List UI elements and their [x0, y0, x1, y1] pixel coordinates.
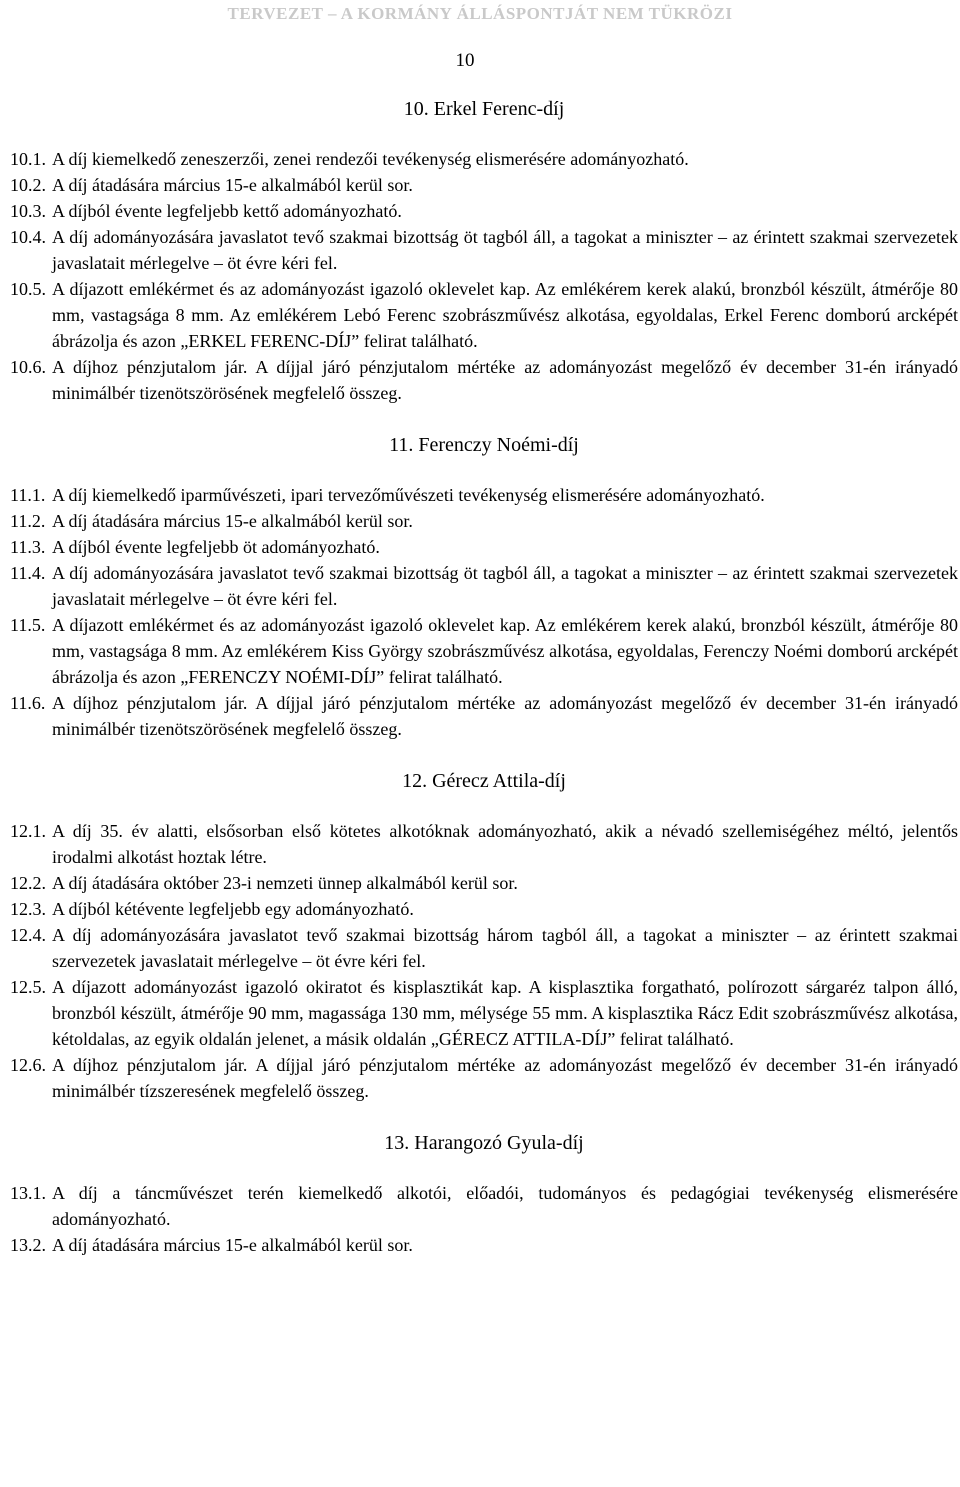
- list-item: [10, 922, 958, 974]
- item-text: A díjazott emlékérmet és az adományozást igazoló oklevelet kap. Az emlékérem kerek alakú, bronzból készült, átmérője 80 mm, vastagsága 8 mm. Az emlékérem Lebó Ferenc szobrászművész alkotása, egyoldalas, Erkel Ferenc domború arcképét ábrázolja és azon „ERKEL FERENC-DÍJ” felirat található.: [52, 279, 958, 351]
- item-number: 10.1.: [10, 149, 46, 169]
- item-text: A díjból kétévente legfeljebb egy adományozható.: [52, 899, 414, 919]
- page-number: 10: [455, 50, 475, 71]
- item-number: 11.4.: [10, 563, 46, 583]
- item-number: 10.5.: [10, 279, 46, 299]
- list-item: [10, 560, 958, 612]
- list-item: [10, 354, 958, 406]
- item-text: A díjhoz pénzjutalom jár. A díjjal járó pénzjutalom mértéke az adományozást megelőző év december 31-én irányadó minimálbér tizenötszörösének megfelelő összeg.: [52, 693, 958, 739]
- item-text: A díj adományozására javaslatot tevő szakmai bizottság öt tagból áll, a tagokat a miniszter – az érintett szakmai szervezetek javaslatait mérlegelve – öt évre kéri fel.: [52, 227, 958, 273]
- list-item: [10, 818, 958, 870]
- item-number: 10.6.: [10, 357, 46, 377]
- section-harangozo-gyula: [10, 1130, 958, 1258]
- document-body: [10, 96, 958, 1258]
- section-gerecz-attila: [10, 768, 958, 1104]
- item-number: 10.2.: [10, 175, 46, 195]
- item-number: 12.1.: [10, 821, 46, 841]
- list-item: [10, 276, 958, 354]
- item-text: A díjból évente legfeljebb kettő adományozható.: [52, 201, 402, 221]
- list-item: [10, 612, 958, 690]
- item-text: A díjhoz pénzjutalom jár. A díjjal járó pénzjutalom mértéke az adományozást megelőző év december 31-én irányadó minimálbér tizenötszörösének megfelelő összeg.: [52, 357, 958, 403]
- list-item: [10, 172, 958, 198]
- list-item: [10, 198, 958, 224]
- item-number: 12.3.: [10, 899, 46, 919]
- item-text: A díjazott emlékérmet és az adományozást igazoló oklevelet kap. Az emlékérem kerek alakú, bronzból készült, átmérője 80 mm, vastagsága 8 mm. Az emlékérem Kiss György szobrászművész alkotása, egyoldalas, Ferenczy Noémi domború arcképét ábrázolja és azon „FERENCZY NOÉMI-DÍJ” felirat található.: [52, 615, 958, 687]
- draft-watermark: TERVEZET – A KORMÁNY ÁLLÁSPONTJÁT NEM TÜKRÖZI: [227, 4, 733, 23]
- list-item: [10, 482, 958, 508]
- item-text: A díj kiemelkedő iparművészeti, ipari tervezőművészeti tevékenység elismerésére adományozható.: [52, 485, 765, 505]
- item-text: A díj 35. év alatti, elsősorban első kötetes alkotóknak adományozható, akik a névadó szellemiségéhez méltó, jelentős irodalmi alkotást hoztak létre.: [52, 821, 958, 867]
- list-item: [10, 224, 958, 276]
- item-number: 13.1.: [10, 1183, 46, 1203]
- list-item: [10, 534, 958, 560]
- item-text: A díj átadására október 23-i nemzeti ünnep alkalmából kerül sor.: [52, 873, 518, 893]
- item-number: 12.6.: [10, 1055, 46, 1075]
- item-text: A díj adományozására javaslatot tevő szakmai bizottság három tagból áll, a tagokat a miniszter – az érintett szakmai szervezetek javaslatait mérlegelve – öt évre kéri fel.: [52, 925, 958, 971]
- item-text: A díj átadására március 15-e alkalmából kerül sor.: [52, 1235, 413, 1255]
- section-heading: 13. Harangozó Gyula-díj: [384, 1132, 584, 1154]
- item-text: A díj a táncművészet terén kiemelkedő alkotói, előadói, tudományos és pedagógiai tevékenység elismerésére adományozható.: [52, 1183, 958, 1229]
- item-text: A díjhoz pénzjutalom jár. A díjjal járó pénzjutalom mértéke az adományozást megelőző év december 31-én irányadó minimálbér tízszeresének megfelelő összeg.: [52, 1055, 958, 1101]
- section-heading: 11. Ferenczy Noémi-díj: [389, 434, 579, 456]
- item-number: 10.4.: [10, 227, 46, 247]
- list-item: [10, 508, 958, 534]
- item-text: A díjból évente legfeljebb öt adományozható.: [52, 537, 380, 557]
- item-text: A díj átadására március 15-e alkalmából kerül sor.: [52, 175, 413, 195]
- list-item: [10, 690, 958, 742]
- section-heading: 10. Erkel Ferenc-díj: [403, 98, 565, 120]
- section-erkel-ferenc: [10, 96, 958, 406]
- item-number: 12.2.: [10, 873, 46, 893]
- section-heading: 12. Gérecz Attila-díj: [402, 770, 566, 792]
- item-number: 11.2.: [10, 511, 46, 531]
- list-item: [10, 1232, 958, 1258]
- list-item: [10, 896, 958, 922]
- item-text: A díj kiemelkedő zeneszerzői, zenei rendezői tevékenység elismerésére adományozható.: [52, 149, 689, 169]
- section-ferenczy-noemi: [10, 432, 958, 742]
- item-text: A díj adományozására javaslatot tevő szakmai bizottság öt tagból áll, a tagokat a miniszter – az érintett szakmai szervezetek javaslatait mérlegelve – öt évre kéri fel.: [52, 563, 958, 609]
- item-number: 12.5.: [10, 977, 46, 997]
- item-number: 13.2.: [10, 1235, 46, 1255]
- item-text: A díj átadására március 15-e alkalmából kerül sor.: [52, 511, 413, 531]
- item-number: 11.3.: [10, 537, 46, 557]
- item-number: 11.1.: [10, 485, 46, 505]
- item-number: 11.5.: [10, 615, 46, 635]
- list-item: [10, 870, 958, 896]
- item-text: A díjazott adományozást igazoló okiratot és kisplasztikát kap. A kisplasztika forgatható, polírozott sárgaréz talpon álló, bronzból készült, átmérője 90 mm, magassága 130 mm, mélysége 55 mm. A kisplasztika Rácz Edit szobrászművész alkotása, kétoldalas, az egyik oldalán jelenet, a másik oldalán „GÉRECZ ATTILA-DÍJ” felirat található.: [52, 977, 958, 1049]
- item-number: 11.6.: [10, 693, 46, 713]
- item-number: 10.3.: [10, 201, 46, 221]
- item-number: 12.4.: [10, 925, 46, 945]
- list-item: [10, 146, 958, 172]
- list-item: [10, 1180, 958, 1232]
- list-item: [10, 974, 958, 1052]
- list-item: [10, 1052, 958, 1104]
